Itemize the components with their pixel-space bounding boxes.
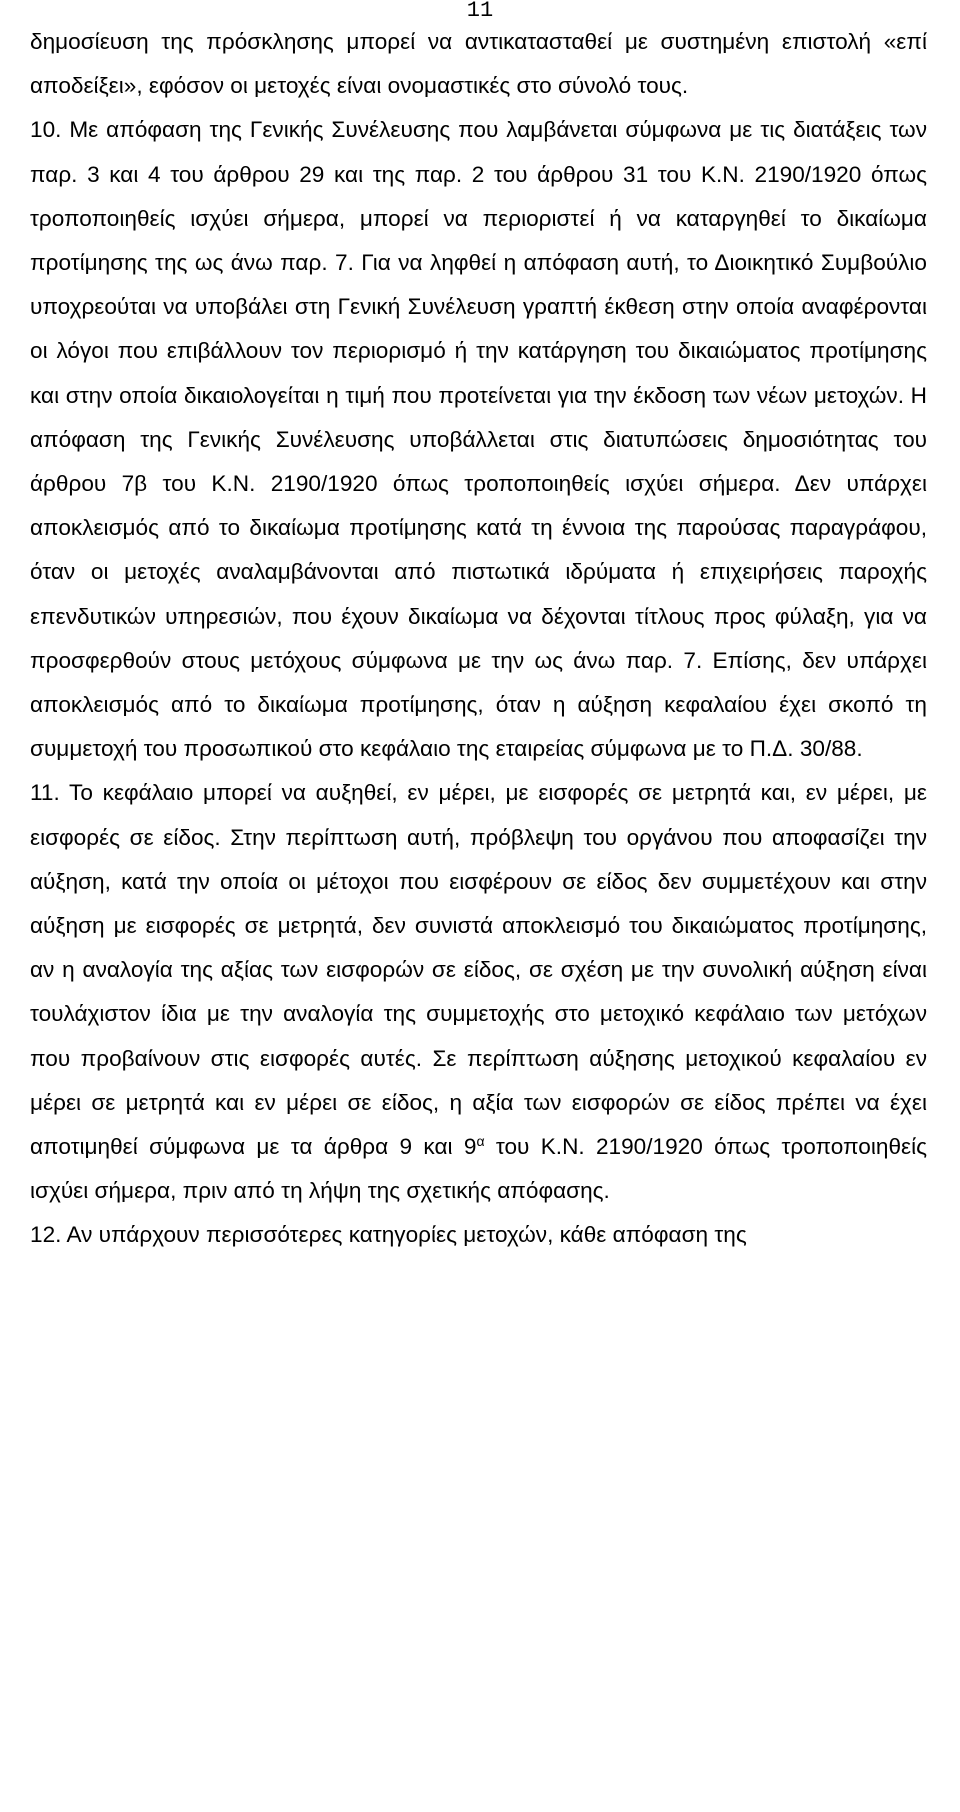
- paragraph-12: 12. Αν υπάρχουν περισσότερες κατηγορίες μετοχών, κάθε απόφαση της: [30, 1222, 747, 1248]
- document-body: [30, 20, 927, 1258]
- page-number: 11: [466, 0, 494, 23]
- paragraph-11-text: 11. Το κεφάλαιο μπορεί να αυξηθεί, εν μέρει, με εισφορές σε μετρητά και, εν μέρει, με εισφορές σε είδος. Στην περίπτωση αυτή, πρόβλεψη του οργάνου που αποφασίζει την αύξηση, κατά την οποία οι μέτοχοι που εισφέρουν σε είδος δεν συμμετέχουν και στην αύξηση με εισφορές σε μετρητά, δεν συνιστά αποκλεισμό του δικαιώματος προτίμησης, αν η αναλογία της αξίας των εισφορών σε είδος, σε σχέση με την συνολική αύξηση είναι τουλάχιστον ίδια με την αναλογία της συμμετοχής στο μετοχικό κεφάλαιο των μετόχων που προβαίνουν στις εισφορές αυτές. Σε περίπτωση αύξησης μετοχικού κεφαλαίου εν μέρει σε μετρητά και εν μέρει σε είδος, η αξία των εισφορών σε είδος πρέπει να έχει αποτιμηθεί σύμφωνα με τα άρθρα 9 και 9: [30, 780, 927, 1160]
- paragraph-continuation: δημοσίευση της πρόσκλησης μπορεί να αντικατασταθεί με συστημένη επιστολή «επί αποδείξει», εφόσον οι μετοχές είναι ονομαστικές στο σύνολό τους.: [30, 29, 927, 99]
- paragraph-11: [30, 771, 927, 1213]
- paragraph-11-tail: του Κ.Ν. 2190/1920 όπως τροποποιηθείς ισχύει σήμερα, πριν από τη λήψη της σχετικής απόφασης.: [30, 1134, 927, 1204]
- superscript-alpha: α: [476, 1133, 485, 1150]
- paragraph-10: 10. Με απόφαση της Γενικής Συνέλευσης που λαμβάνεται σύμφωνα με τις διατάξεις των παρ. 3 και 4 του άρθρου 29 και της παρ. 2 του άρθρου 31 του Κ.Ν. 2190/1920 όπως τροποποιηθείς ισχύει σήμερα, μπορεί να περιοριστεί ή να καταργηθεί το δικαίωμα προτίμησης της ως άνω παρ. 7. Για να ληφθεί η απόφαση αυτή, το Διοικητικό Συμβούλιο υποχρεούται να υποβάλει στη Γενική Συνέλευση γραπτή έκθεση στην οποία αναφέρονται οι λόγοι που επιβάλλουν τον περιορισμό ή την κατάργηση του δικαιώματος προτίμησης και στην οποία δικαιολογείται η τιμή που προτείνεται για την έκδοση των νέων μετοχών. Η απόφαση της Γενικής Συνέλευσης υποβάλλεται στις διατυπώσεις δημοσιότητας του άρθρου 7β του Κ.Ν. 2190/1920 όπως τροποποιηθείς ισχύει σήμερα. Δεν υπάρχει αποκλεισμός από το δικαίωμα προτίμησης κατά τη έννοια της παρούσας παραγράφου, όταν οι μετοχές αναλαμβάνονται από πιστωτικά ιδρύματα ή επιχειρήσεις παροχής επενδυτικών υπηρεσιών, που έχουν δικαίωμα να δέχονται τίτλους προς φύλαξη, για να προσφερθούν στους μετόχους σύμφωνα με την ως άνω παρ. 7. Επίσης, δεν υπάρχει αποκλεισμός από το δικαίωμα προτίμησης, όταν η αύξηση κεφαλαίου έχει σκοπό τη συμμετοχή του προσωπικού στο κεφάλαιο της εταιρείας σύμφωνα με το Π.Δ. 30/88.: [30, 117, 927, 762]
